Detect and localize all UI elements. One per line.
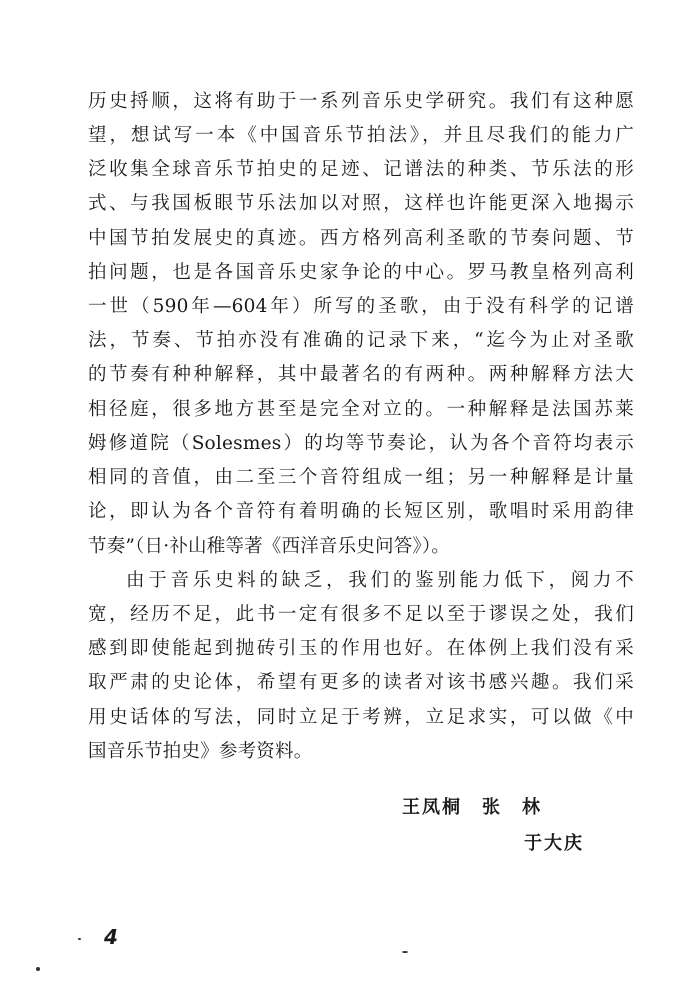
scan-speck bbox=[36, 967, 40, 971]
text-line: 相同的音值，由二至三个音符组成一组；另一种解释是计量 bbox=[88, 467, 634, 488]
text-line: 泛收集全球音乐节拍史的足迹、记谱法的种类、节乐法的形 bbox=[88, 159, 634, 180]
text-line: 姆修道院（Solesmes）的均等节奏论，认为各个音符均表示 bbox=[88, 433, 634, 454]
text-line: 论，即认为各个音符有着明确的长短区别，歌唱时采用韵律 bbox=[88, 501, 634, 522]
page-number: 4 bbox=[104, 925, 118, 949]
text-line: 节奏”（日·䃼山稚等著《西洋音乐史问答》）。 bbox=[88, 536, 450, 557]
text-line: 拍问题，也是各国音乐史家争论的中心。罗马教皇格列高利 bbox=[88, 262, 634, 283]
scan-speck bbox=[402, 951, 408, 953]
text-line: 式、与我国板眼节乐法加以对照，这样也许能更深入地揭示 bbox=[88, 193, 634, 214]
text-line: 国音乐节拍史》参考资料。 bbox=[88, 741, 313, 762]
text-line: 的节奏有种种解释，其中最著名的有两种。两种解释方法大 bbox=[88, 364, 634, 385]
text-line: 相径庭，很多地方甚至是完全对立的。一种解释是法国苏莱 bbox=[88, 399, 634, 420]
text-line: 中国节拍发展史的真迹。西方格列高利圣歌的节奏问题、节 bbox=[88, 228, 634, 249]
text-line: 一世（590年—604年）所写的圣歌，由于没有科学的记谱 bbox=[88, 296, 634, 317]
text-line: 法，节奏、节拍亦没有准确的记录下来，“迄今为止对圣歌 bbox=[88, 330, 634, 351]
text-line: 取严肃的史论体，希望有更多的读者对该书感兴趣。我们采 bbox=[88, 672, 634, 693]
text-line: 感到即使能起到抛砖引玉的作用也好。在体例上我们没有采 bbox=[88, 638, 634, 659]
text-line: 用史话体的写法，同时立足于考辨，立足求实，可以做《中 bbox=[88, 707, 634, 728]
scan-speck bbox=[78, 938, 81, 940]
text-line: 历史捋顺，这将有助于一系列音乐史学研究。我们有这种愿 bbox=[88, 91, 634, 112]
text-line: 望，想试写一本《中国音乐节拍法》，并且尽我们的能力广 bbox=[88, 125, 634, 146]
author-signature-line-2: 于大庆 bbox=[524, 833, 584, 854]
text-line: 宽，经历不足，此书一定有很多不足以至于谬误之处，我们 bbox=[88, 604, 634, 625]
author-signature-line-1: 王凤桐 张 林 bbox=[402, 797, 542, 818]
text-line: 由于音乐史料的缺乏，我们的鉴别能力低下，阅力不 bbox=[126, 570, 634, 591]
